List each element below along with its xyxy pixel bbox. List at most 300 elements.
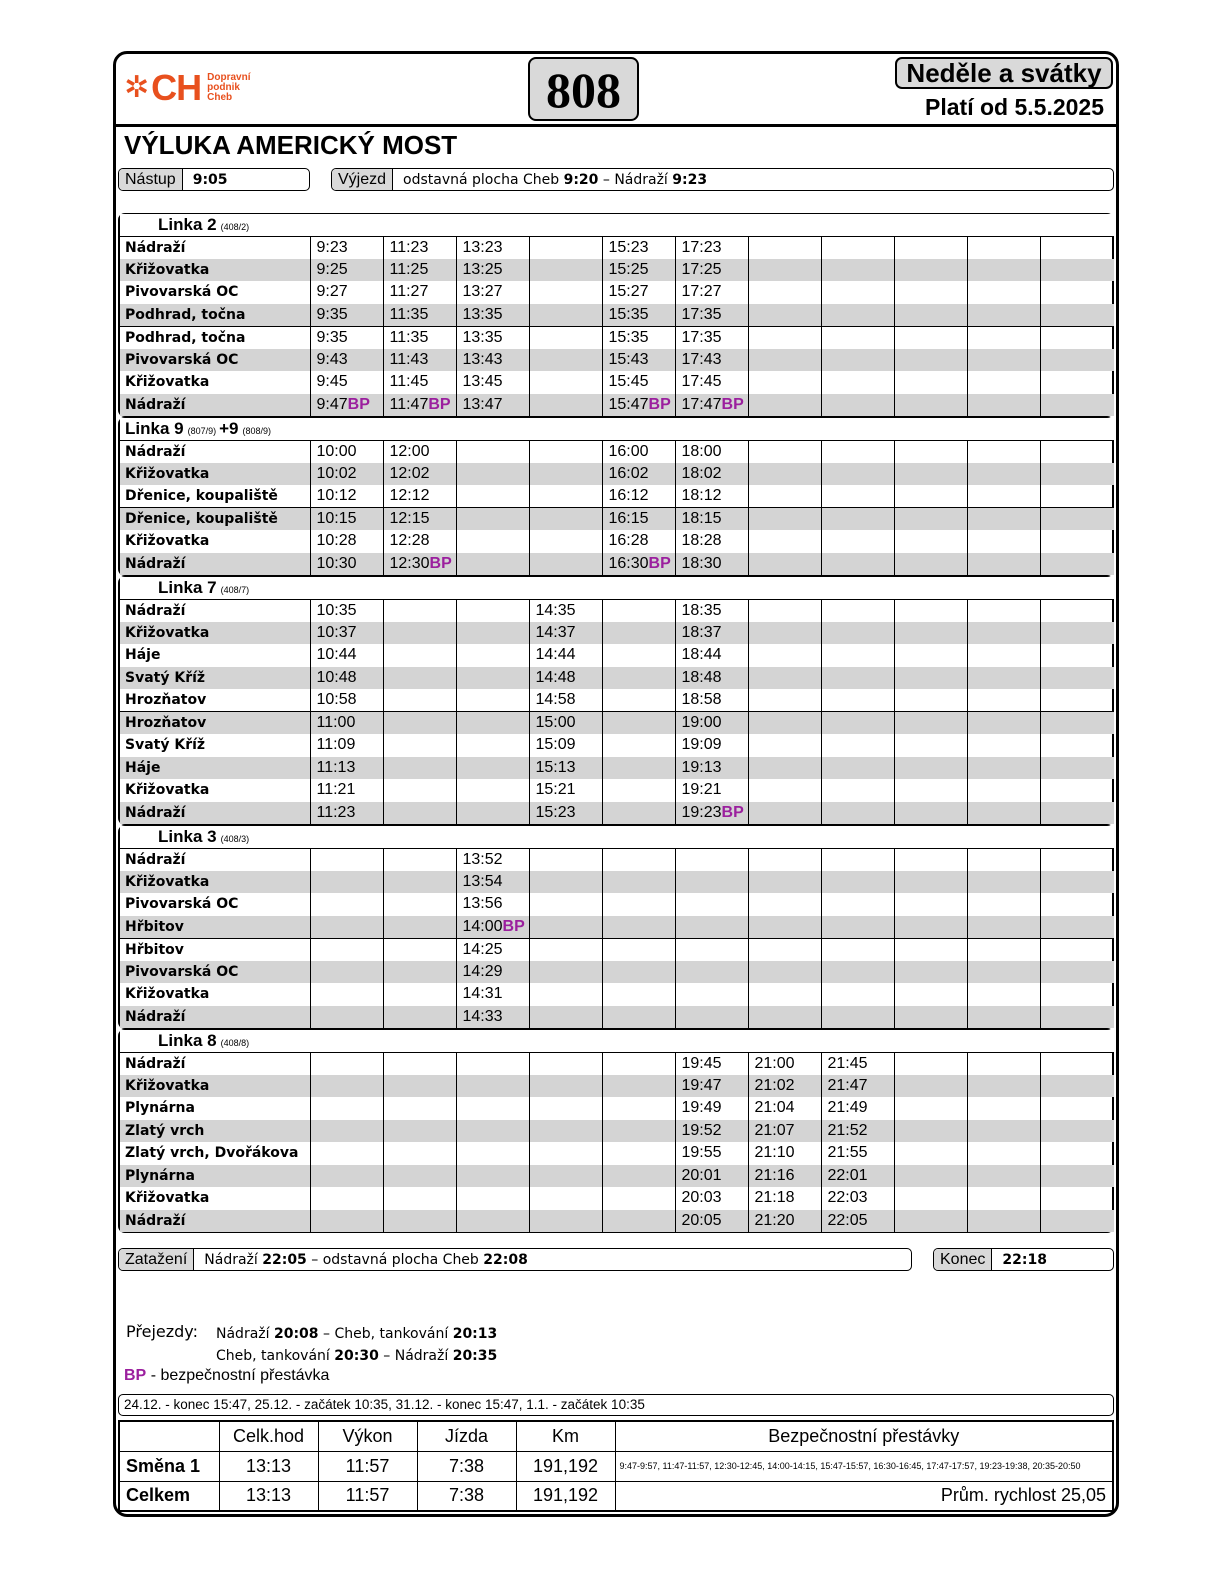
time-cell: 14:25: [456, 938, 529, 961]
time-cell: 21:10: [748, 1142, 821, 1165]
table-row: [120, 622, 1114, 645]
time-cell: [967, 236, 1040, 259]
time-cell: [894, 983, 967, 1006]
time-cell: [894, 1165, 967, 1188]
time-cell: [967, 1097, 1040, 1120]
time-cell: [675, 983, 748, 1006]
table-row: [120, 485, 1114, 508]
stop-name: Křižovatka: [125, 1190, 210, 1207]
time-cell: [894, 553, 967, 576]
time-cell: 11:25: [383, 259, 456, 282]
time-cell: [1040, 508, 1114, 531]
logo-symbol-icon: ✲: [124, 70, 150, 105]
time-cell: [602, 802, 675, 825]
time-cell: [529, 326, 602, 349]
time-cell: 18:12: [675, 485, 748, 508]
time-cell: [1040, 1165, 1114, 1188]
time-cell: [1040, 530, 1114, 553]
time-cell: 18:58: [675, 689, 748, 712]
time-cell: [1040, 440, 1114, 463]
time-cell: 15:47BP: [602, 394, 675, 417]
time-cell: [529, 553, 602, 576]
time-cell: 10:44: [310, 644, 383, 667]
time-cell: [967, 1075, 1040, 1098]
time-cell: 19:21: [675, 779, 748, 802]
stop-name: Křižovatka: [120, 871, 310, 894]
table-row: [120, 463, 1114, 486]
day-type: Neděle a svátky: [895, 57, 1113, 89]
summary-table: [118, 1420, 1114, 1512]
end-run-box: [118, 1248, 912, 1271]
shift-work: 11:57: [318, 1451, 417, 1481]
time-cell: 17:35: [675, 326, 748, 349]
stop-name: Nádraží: [120, 553, 310, 576]
time-cell: [310, 1187, 383, 1210]
time-cell: [748, 304, 821, 327]
time-cell: [602, 757, 675, 780]
time-cell: [967, 508, 1040, 531]
time-cell: [602, 1187, 675, 1210]
time-cell: [967, 1120, 1040, 1143]
time-cell: [748, 644, 821, 667]
company-name: [207, 73, 250, 103]
table-row: [120, 1165, 1114, 1188]
stop-name: Nádraží: [125, 851, 186, 868]
time-cell: [383, 1052, 456, 1075]
time-cell: 18:28: [675, 530, 748, 553]
company-name-line: Dopravní: [207, 72, 251, 83]
time-cell: [529, 508, 602, 531]
time-cell: 18:37: [675, 622, 748, 645]
time-cell: [894, 326, 967, 349]
stop-name: Háje: [120, 757, 310, 780]
start-box: [118, 168, 310, 191]
time-cell: [1040, 916, 1114, 939]
time-cell: [967, 326, 1040, 349]
time-cell: [894, 485, 967, 508]
time-cell: [967, 916, 1040, 939]
time-cell: 15:09: [529, 734, 602, 757]
stop-name: Nádraží: [120, 802, 310, 825]
time-cell: [456, 463, 529, 486]
time-cell: [1040, 1075, 1114, 1098]
time-cell: [456, 1075, 529, 1098]
time-cell: [821, 553, 894, 576]
legend-code: BP: [124, 1367, 147, 1384]
time-cell: [1040, 712, 1114, 735]
time-cell: [383, 1075, 456, 1098]
time-cell: [456, 599, 529, 622]
time-cell: 14:31: [456, 983, 529, 1006]
time-cell: [602, 938, 675, 961]
time-cell: 14:35: [529, 599, 602, 622]
time-cell: [383, 871, 456, 894]
time-cell: 13:54: [456, 871, 529, 894]
time-cell: [748, 757, 821, 780]
time-cell: [1040, 1006, 1114, 1029]
time-cell: 19:09: [675, 734, 748, 757]
time-cell: 15:35: [602, 326, 675, 349]
time-cell: 17:43: [675, 349, 748, 372]
transfers-list: [216, 1323, 497, 1367]
time-cell: [383, 1142, 456, 1165]
table-row: [120, 938, 1114, 961]
section-header: [120, 418, 1114, 440]
time-cell: [1040, 734, 1114, 757]
time-cell: [967, 463, 1040, 486]
time-cell: [748, 485, 821, 508]
time-cell: [602, 1097, 675, 1120]
stop-name: Zlatý vrch: [120, 1120, 310, 1143]
time-cell: 22:03: [821, 1187, 894, 1210]
time-cell: [894, 848, 967, 871]
time-cell: [894, 349, 967, 372]
table-row: [120, 236, 1114, 259]
time-cell: 15:25: [602, 259, 675, 282]
stop-name: Křižovatka: [120, 259, 310, 282]
table-row: [120, 961, 1114, 984]
total-work: 11:57: [318, 1481, 417, 1511]
page-title: VÝLUKA AMERICKÝ MOST: [124, 130, 458, 160]
time-cell: [602, 1006, 675, 1029]
time-cell: 12:12: [383, 485, 456, 508]
legend: [124, 1367, 329, 1385]
time-cell: [456, 1165, 529, 1188]
time-cell: [1040, 304, 1114, 327]
stop-name: Křižovatka: [120, 463, 310, 486]
time-cell: [894, 1097, 967, 1120]
time-cell: [602, 644, 675, 667]
time-cell: [894, 281, 967, 304]
time-cell: 20:05: [675, 1210, 748, 1233]
table-row: [120, 349, 1114, 372]
time-cell: [748, 938, 821, 961]
end-run-label: Zatažení: [119, 1249, 194, 1270]
time-cell: 10:37: [310, 622, 383, 645]
total-driving: 7:38: [417, 1481, 516, 1511]
time-cell: [456, 530, 529, 553]
time-cell: [310, 893, 383, 916]
line-name: Linka 7 (408/7): [120, 577, 1114, 599]
time-cell: 14:00BP: [456, 916, 529, 939]
bp-marker: BP: [648, 554, 671, 572]
time-cell: [894, 1210, 967, 1233]
time-cell: [456, 1097, 529, 1120]
total-hours: 13:13: [219, 1481, 318, 1511]
table-row: [120, 757, 1114, 780]
time-cell: [821, 508, 894, 531]
time-cell: 19:23BP: [675, 802, 748, 825]
time-cell: [529, 349, 602, 372]
time-cell: [602, 983, 675, 1006]
time-cell: [529, 281, 602, 304]
table-row: [120, 508, 1114, 531]
time-cell: [529, 259, 602, 282]
time-cell: 20:01: [675, 1165, 748, 1188]
time-cell: [748, 734, 821, 757]
time-cell: [967, 1187, 1040, 1210]
time-cell: [529, 893, 602, 916]
time-cell: 15:43: [602, 349, 675, 372]
time-cell: [310, 961, 383, 984]
time-cell: [529, 485, 602, 508]
time-cell: [1040, 983, 1114, 1006]
transfers-label: Přejezdy:: [126, 1322, 198, 1341]
time-cell: [602, 599, 675, 622]
time-cell: [383, 779, 456, 802]
time-cell: [894, 622, 967, 645]
time-cell: 14:44: [529, 644, 602, 667]
time-cell: [529, 848, 602, 871]
time-cell: [1040, 871, 1114, 894]
time-cell: 9:35: [310, 304, 383, 327]
stop-name: Hrozňatov: [125, 692, 207, 708]
stop-name: Nádraží: [125, 1055, 186, 1072]
time-cell: [894, 938, 967, 961]
time-cell: [821, 349, 894, 372]
average-speed: Prům. rychlost 25,05: [615, 1481, 1113, 1511]
time-cell: [748, 326, 821, 349]
time-cell: 18:30: [675, 553, 748, 576]
time-cell: [748, 259, 821, 282]
time-cell: [675, 871, 748, 894]
time-cell: [821, 304, 894, 327]
time-cell: 18:15: [675, 508, 748, 531]
stop-name: Křižovatka: [120, 1075, 310, 1098]
time-cell: 16:30BP: [602, 553, 675, 576]
time-cell: [602, 1075, 675, 1098]
time-cell: 10:00: [310, 440, 383, 463]
time-cell: [310, 938, 383, 961]
stop-name: Pivovarská OC: [125, 284, 239, 301]
time-cell: [529, 1052, 602, 1075]
time-cell: 12:02: [383, 463, 456, 486]
holiday-note: 24.12. - konec 15:47, 25.12. - začátek 10:35, 31.12. - konec 15:47, 1.1. - začátek 10:35: [118, 1394, 1114, 1416]
time-cell: 15:00: [529, 712, 602, 735]
section-header: [120, 826, 1114, 848]
time-cell: 21:20: [748, 1210, 821, 1233]
time-cell: 14:33: [456, 1006, 529, 1029]
table-row: [120, 916, 1114, 939]
time-cell: [821, 848, 894, 871]
time-cell: 22:05: [821, 1210, 894, 1233]
time-cell: [894, 508, 967, 531]
stop-name: Hrozňatov: [120, 712, 310, 735]
stop-name: Pivovarská OC: [120, 961, 310, 984]
table-row: [120, 1210, 1114, 1233]
time-cell: [529, 1165, 602, 1188]
time-cell: 13:43: [456, 349, 529, 372]
stop-name: Pivovarská OC: [125, 896, 239, 913]
time-cell: [821, 871, 894, 894]
time-cell: [602, 1052, 675, 1075]
time-cell: 17:25: [675, 259, 748, 282]
start-time: 9:05: [192, 171, 228, 188]
time-cell: 14:37: [529, 622, 602, 645]
time-cell: [1040, 622, 1114, 645]
time-cell: [1040, 667, 1114, 690]
stop-name: Plynárna: [120, 1165, 310, 1188]
section-table: [120, 826, 1114, 1028]
time-cell: [967, 779, 1040, 802]
time-cell: [894, 463, 967, 486]
time-cell: [1040, 349, 1114, 372]
time-cell: 10:48: [310, 667, 383, 690]
bp-marker: BP: [347, 395, 370, 413]
time-cell: [894, 304, 967, 327]
time-cell: [821, 938, 894, 961]
time-cell: [748, 371, 821, 394]
stop-name: Svatý Kříž: [120, 667, 310, 690]
time-cell: [748, 893, 821, 916]
time-cell: 12:00: [383, 440, 456, 463]
stop-name: Podhrad, točna: [120, 304, 310, 327]
time-cell: 11:23: [383, 236, 456, 259]
legend-text: - bezpečnostní přestávka: [150, 1367, 330, 1384]
time-cell: 11:09: [310, 734, 383, 757]
stop-name: Nádraží: [125, 602, 186, 619]
time-cell: [821, 712, 894, 735]
time-cell: 16:15: [602, 508, 675, 531]
summary-header: Celk.hod: [219, 1421, 318, 1451]
time-cell: 21:02: [748, 1075, 821, 1098]
time-cell: 19:52: [675, 1120, 748, 1143]
time-cell: 15:27: [602, 281, 675, 304]
time-cell: [748, 394, 821, 417]
time-cell: [383, 1165, 456, 1188]
time-cell: [383, 916, 456, 939]
time-cell: [675, 848, 748, 871]
line-name: Linka 8 (408/8): [120, 1030, 1114, 1052]
time-cell: [383, 893, 456, 916]
bp-marker: BP: [721, 803, 744, 821]
time-cell: [821, 757, 894, 780]
time-cell: [456, 644, 529, 667]
time-cell: [383, 667, 456, 690]
stop-name: Pivovarská OC: [120, 349, 310, 372]
time-cell: [383, 1187, 456, 1210]
time-cell: [1040, 689, 1114, 712]
time-cell: [821, 689, 894, 712]
table-row: [120, 644, 1114, 667]
company-name-line: podnik: [207, 82, 240, 93]
company-logo: [124, 67, 251, 108]
time-cell: [748, 871, 821, 894]
time-cell: [1040, 961, 1114, 984]
stop-name: Nádraží: [120, 394, 310, 417]
time-cell: [529, 1187, 602, 1210]
time-cell: [383, 983, 456, 1006]
time-cell: [1040, 259, 1114, 282]
stop-name: Zlatý vrch, Dvořákova: [125, 1145, 299, 1162]
time-cell: [310, 1097, 383, 1120]
time-cell: 19:45: [675, 1052, 748, 1075]
time-cell: 9:23: [310, 236, 383, 259]
time-cell: 14:29: [456, 961, 529, 984]
time-cell: [1040, 938, 1114, 961]
time-cell: [602, 961, 675, 984]
time-cell: [383, 1210, 456, 1233]
stop-name: Křižovatka: [125, 533, 210, 550]
table-row: [120, 1097, 1114, 1120]
time-cell: [383, 1120, 456, 1143]
stop-name: Křižovatka: [125, 374, 210, 391]
time-cell: [894, 1142, 967, 1165]
time-cell: [967, 1210, 1040, 1233]
time-cell: 21:04: [748, 1097, 821, 1120]
time-cell: [310, 1210, 383, 1233]
time-cell: 13:27: [456, 281, 529, 304]
time-cell: [821, 667, 894, 690]
time-cell: [602, 893, 675, 916]
time-cell: [529, 394, 602, 417]
time-cell: [529, 1075, 602, 1098]
time-cell: [602, 1210, 675, 1233]
time-cell: [1040, 1120, 1114, 1143]
time-cell: [894, 893, 967, 916]
table-row: [120, 281, 1114, 304]
time-cell: 21:49: [821, 1097, 894, 1120]
table-row: [120, 1006, 1114, 1029]
table-row: [120, 259, 1114, 282]
time-cell: [894, 757, 967, 780]
transfer-line: Nádraží 20:08 – Cheb, tankování 20:13: [216, 1326, 498, 1342]
time-cell: 21:45: [821, 1052, 894, 1075]
table-row: [120, 326, 1114, 349]
time-cell: 18:48: [675, 667, 748, 690]
time-cell: [602, 916, 675, 939]
time-cell: [748, 848, 821, 871]
time-cell: [821, 530, 894, 553]
time-cell: [748, 1006, 821, 1029]
time-cell: [967, 757, 1040, 780]
time-cell: [1040, 802, 1114, 825]
time-cell: [967, 440, 1040, 463]
time-cell: [456, 1187, 529, 1210]
time-cell: [748, 508, 821, 531]
time-cell: [748, 916, 821, 939]
time-cell: [967, 281, 1040, 304]
time-cell: [310, 1142, 383, 1165]
time-cell: [748, 553, 821, 576]
line-name: Linka 9 (807/9) +9 (808/9): [120, 418, 1114, 440]
table-row: [120, 599, 1114, 622]
time-cell: [456, 779, 529, 802]
stop-name: Podhrad, točna: [120, 326, 310, 349]
time-cell: [967, 622, 1040, 645]
stop-name: Křižovatka: [120, 622, 310, 645]
time-cell: [456, 689, 529, 712]
time-cell: [967, 259, 1040, 282]
time-cell: [821, 893, 894, 916]
time-cell: 11:47BP: [383, 394, 456, 417]
time-cell: [967, 961, 1040, 984]
time-cell: [383, 689, 456, 712]
time-cell: [456, 1120, 529, 1143]
time-cell: [967, 667, 1040, 690]
time-cell: [894, 961, 967, 984]
time-cell: [529, 1142, 602, 1165]
shift-driving: 7:38: [417, 1451, 516, 1481]
time-cell: [894, 871, 967, 894]
time-cell: [1040, 1142, 1114, 1165]
stop-name: Nádraží: [125, 443, 186, 460]
time-cell: [967, 304, 1040, 327]
time-cell: [967, 1165, 1040, 1188]
time-cell: 15:23: [529, 802, 602, 825]
time-cell: 12:15: [383, 508, 456, 531]
time-cell: 11:21: [310, 779, 383, 802]
